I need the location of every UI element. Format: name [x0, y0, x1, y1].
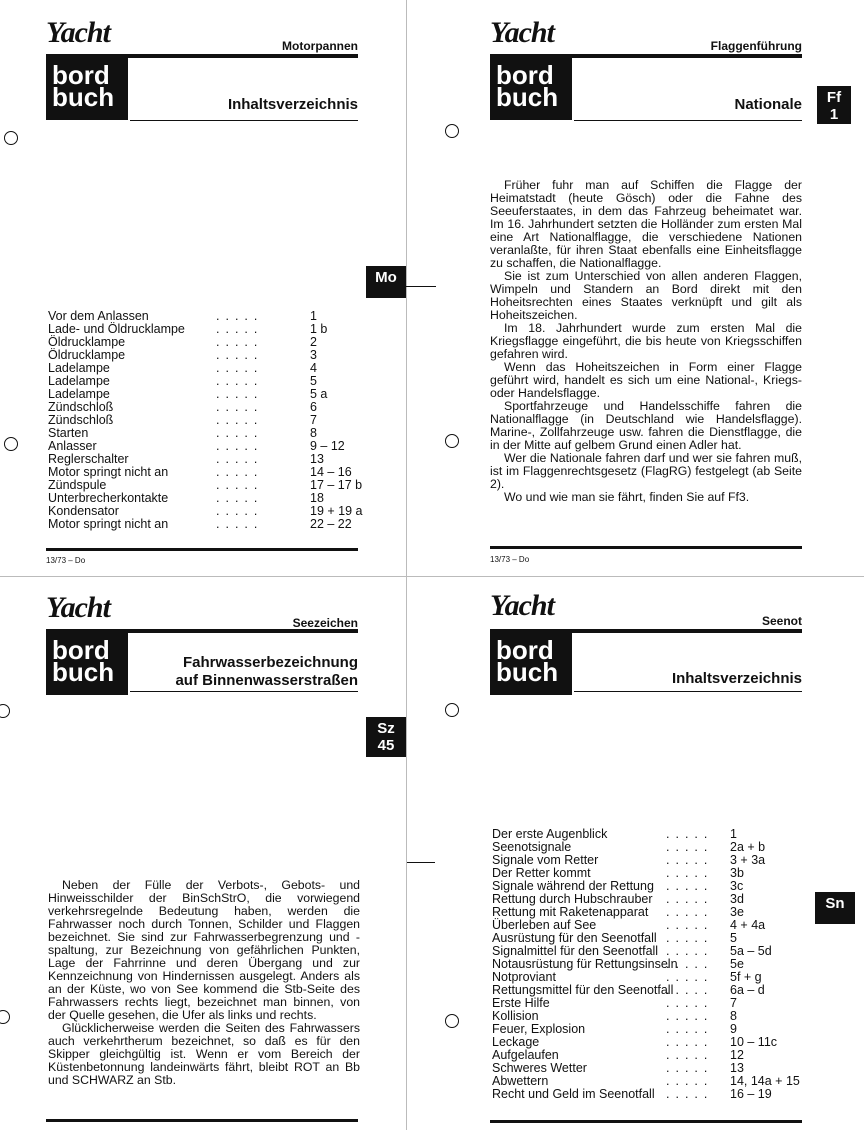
tab-code: Ff	[826, 89, 842, 106]
footer-rule	[490, 546, 802, 549]
yacht-logo: Yacht	[490, 589, 554, 622]
bordbuch-line2: buch	[496, 82, 559, 112]
toc-entry-label: Unterbrecherkontakte	[48, 491, 169, 505]
toc-entry-label: Ladelampe	[48, 361, 110, 375]
footer-code: 13/73 – Do	[46, 556, 86, 565]
punch-hole	[0, 704, 10, 718]
bordbuch-box	[46, 58, 128, 120]
bordbuch-box	[490, 58, 572, 120]
toc-entry-label: Zündschloß	[48, 413, 114, 427]
toc-entry-label: Signale vom Retter	[492, 853, 599, 867]
toc-entry-page: 3b	[730, 866, 744, 880]
yacht-logo: Yacht	[46, 16, 110, 49]
footer-rule	[46, 1119, 358, 1122]
register-tab	[817, 86, 851, 124]
heading-underline	[574, 691, 802, 692]
toc-entry-page: 5f + g	[730, 970, 762, 984]
paragraph: Wer die Nationale fahren darf und wer sie fahren muß, ist im Flaggenrechtsgesetz (FlagRG) festgelegt (ab Seite 2).	[490, 451, 802, 491]
punch-hole	[445, 703, 459, 717]
card-seezeichen	[0, 577, 406, 1130]
table-of-contents	[48, 310, 368, 531]
bordbuch-line1: bord	[496, 60, 554, 90]
toc-entry-label: Der Retter kommt	[492, 866, 591, 880]
toc-leader-dots: .....	[666, 944, 714, 958]
toc-entry-page: 7	[730, 996, 737, 1010]
page-heading-line1: Fahrwasserbezeichnung	[182, 654, 358, 671]
toc-leader-dots: .....	[216, 322, 264, 336]
tab-code: Mo	[375, 269, 397, 286]
toc-leader-dots: .....	[666, 840, 714, 854]
toc-entry-label: Signalmittel für den Seenotfall	[492, 944, 659, 958]
tab-number: 1	[829, 106, 839, 123]
paragraph: Früher fuhr man auf Schiffen die Flagge der Heimatstadt (heute Gösch) oder die Fahne des Seeuferstaates, in dem das Fahrzeug beheimatet war. Im 16. Jahrhundert setzten die Holländer zum ersten Mal eine Art Nationalflagge, die verschiedene Nationen veranlaßte, für ihren Staat ebenfalls eine Einheitsflagge zu schaffen, die Nationalflagge.	[490, 178, 802, 270]
toc-entry-page: 5	[310, 374, 317, 388]
bordbuch-line2: buch	[52, 657, 115, 687]
toc-entry-label: Motor springt nicht an	[48, 465, 169, 479]
register-tab	[366, 717, 406, 757]
toc-entry-page: 3 + 3a	[730, 853, 766, 867]
toc-entry-page: 5e	[730, 957, 744, 971]
toc-entry-label: Rettung mit Raketenapparat	[492, 905, 649, 919]
toc-leader-dots: .....	[216, 504, 264, 518]
toc-entry	[492, 1088, 812, 1101]
body-text	[490, 179, 802, 504]
topic-title: Motorpannen	[282, 39, 358, 53]
toc-leader-dots: .....	[666, 996, 714, 1010]
toc-entry-page: 6a – d	[730, 983, 765, 997]
toc-entry-page: 8	[310, 426, 317, 440]
toc-entry-label: Vor dem Anlassen	[48, 309, 149, 323]
toc-entry-label: Leckage	[492, 1035, 540, 1049]
toc-leader-dots: .....	[666, 918, 714, 932]
toc-entry-label: Ausrüstung für den Seenotfall	[492, 931, 657, 945]
toc-leader-dots: .....	[666, 905, 714, 919]
footer-code: 13/73 – Do	[490, 555, 530, 564]
toc-entry-label: Öldrucklampe	[48, 335, 126, 349]
toc-leader-dots: .....	[666, 970, 714, 984]
toc-entry-label: Zündschloß	[48, 400, 114, 414]
punch-hole	[445, 1014, 459, 1028]
toc-entry-page: 13	[730, 1061, 744, 1075]
footer-rule	[490, 1120, 802, 1123]
register-tab	[815, 892, 855, 924]
topic-title: Seenot	[761, 614, 802, 628]
paragraph: Glücklicherweise werden die Seiten des Fahrwassers auch verkehrtherum bezeichnet, so daß es für den Skipper gleichgültig ist. Wenn er vom Bereich der Küstenbetonnung landeinwärts fährt, bleibt ROT an Bb und SCHWARZ an Stb.	[48, 1021, 360, 1087]
bordbuch-line1: bord	[52, 635, 110, 665]
toc-entry-page: 22 – 22	[310, 517, 352, 531]
paragraph: Wo und wie man sie fährt, finden Sie auf Ff3.	[504, 490, 750, 504]
bordbuch-box	[46, 633, 128, 695]
tab-code: Sn	[825, 895, 845, 912]
toc-leader-dots: .....	[666, 1061, 714, 1075]
toc-entry	[492, 997, 812, 1010]
toc-leader-dots: .....	[666, 1048, 714, 1062]
bordbuch-line1: bord	[496, 635, 554, 665]
toc-entry-page: 5	[730, 931, 737, 945]
toc-leader-dots: .....	[216, 309, 264, 323]
paragraph: Im 18. Jahrhundert wurde zum ersten Mal die Kriegsflagge eingeführt, die bis heute von Kriegsschiffen gefahren wird.	[490, 321, 802, 361]
tab-line	[407, 862, 435, 863]
toc-entry-label: Kondensator	[48, 504, 119, 518]
toc-entry-label: Rettungsmittel für den Seenotfall	[492, 983, 674, 997]
heading-underline	[130, 691, 358, 692]
toc-leader-dots: .....	[216, 478, 264, 492]
toc-leader-dots: .....	[216, 439, 264, 453]
punch-hole	[0, 1010, 10, 1024]
toc-entry-label: Reglerschalter	[48, 452, 129, 466]
bordbuch-line1: bord	[52, 60, 110, 90]
toc-entry-label: Der erste Augenblick	[492, 827, 608, 841]
toc-leader-dots: .....	[666, 1009, 714, 1023]
toc-entry-page: 17 – 17 b	[310, 478, 363, 492]
toc-leader-dots: .....	[216, 387, 264, 401]
card-motorpannen	[0, 0, 406, 576]
toc-entry-page: 9 – 12	[310, 439, 345, 453]
toc-entry-label: Erste Hilfe	[492, 996, 550, 1010]
toc-leader-dots: .....	[666, 879, 714, 893]
toc-entry-page: 1	[730, 827, 737, 841]
punch-hole	[4, 131, 18, 145]
yacht-logo: Yacht	[490, 16, 554, 49]
tab-code: Sz	[377, 720, 395, 737]
toc-leader-dots: .....	[216, 452, 264, 466]
toc-leader-dots: .....	[216, 517, 264, 531]
toc-entry-label: Notausrüstung für Rettungsinseln	[492, 957, 678, 971]
yacht-logo: Yacht	[46, 591, 110, 624]
page-heading-line2: auf Binnenwasserstraßen	[175, 672, 358, 689]
toc-entry-label: Schweres Wetter	[492, 1061, 587, 1075]
toc-leader-dots: .....	[216, 426, 264, 440]
toc-entry-page: 6	[310, 400, 317, 414]
toc-leader-dots: .....	[666, 1074, 714, 1088]
toc-entry-page: 10 – 11c	[730, 1035, 778, 1049]
toc-entry-page: 2	[310, 335, 317, 349]
toc-leader-dots: .....	[666, 1022, 714, 1036]
toc-leader-dots: .....	[216, 465, 264, 479]
toc-leader-dots: .....	[666, 866, 714, 880]
toc-entry-page: 3e	[730, 905, 744, 919]
paragraph: Wenn das Hoheitszeichen in Form einer Flagge geführt wird, handelt es sich um eine National-, Kriegs- oder Handelsflagge.	[490, 360, 802, 400]
toc-entry-page: 4 + 4a	[730, 918, 766, 932]
paragraph: Sportfahrzeuge und Handelsschiffe fahren die Nationalflagge (in Deutschland wie Handelsflagge). Marine-, Zollfahrzeuge usw. fahren die Dienstflagge, die in der Mitte auf gelbem Grund einen Adler hat.	[490, 399, 802, 452]
toc-leader-dots: .....	[216, 361, 264, 375]
table-of-contents	[492, 828, 812, 1101]
bordbuch-box	[490, 633, 572, 695]
toc-entry-label: Anlasser	[48, 439, 97, 453]
bordbuch-line2: buch	[496, 657, 559, 687]
toc-entry-label: Überleben auf See	[492, 918, 597, 932]
toc-leader-dots: .....	[666, 892, 714, 906]
toc-leader-dots: .....	[666, 1087, 714, 1101]
toc-leader-dots: .....	[216, 413, 264, 427]
footer-rule	[46, 548, 358, 551]
topic-title: Flaggenführung	[710, 39, 802, 53]
toc-entry-label: Ladelampe	[48, 387, 110, 401]
toc-entry-page: 2a + b	[730, 840, 766, 854]
toc-leader-dots: .....	[216, 335, 264, 349]
toc-entry-label: Zündspule	[48, 478, 107, 492]
toc-entry-page: 5a – 5d	[730, 944, 772, 958]
page-heading: Inhaltsverzeichnis	[671, 670, 802, 687]
tab-number: 45	[377, 737, 395, 754]
toc-entry-label: Motor springt nicht an	[48, 517, 169, 531]
toc-entry-page: 16 – 19	[730, 1087, 772, 1101]
page-heading: Inhaltsverzeichnis	[227, 96, 358, 113]
toc-entry-label: Rettung durch Hubschrauber	[492, 892, 653, 906]
toc-entry-page: 7	[310, 413, 317, 427]
punch-hole	[445, 434, 459, 448]
toc-leader-dots: .....	[666, 983, 714, 997]
toc-leader-dots: .....	[666, 931, 714, 945]
toc-entry-page: 14, 14a + 15	[730, 1074, 800, 1088]
toc-entry-label: Notproviant	[492, 970, 556, 984]
toc-leader-dots: .....	[216, 400, 264, 414]
toc-entry-page: 19 + 19 a	[310, 504, 363, 518]
toc-leader-dots: .....	[216, 491, 264, 505]
toc-leader-dots: .....	[216, 348, 264, 362]
toc-entry-page: 12	[730, 1048, 744, 1062]
toc-entry-page: 8	[730, 1009, 737, 1023]
toc-entry-label: Kollision	[492, 1009, 539, 1023]
toc-entry-page: 3c	[730, 879, 744, 893]
toc-entry-page: 14 – 16	[310, 465, 352, 479]
topic-title: Seezeichen	[292, 616, 358, 630]
heading-underline	[574, 120, 802, 121]
toc-entry-label: Abwettern	[492, 1074, 549, 1088]
toc-entry-label: Signale während der Rettung	[492, 879, 654, 893]
toc-entry-page: 3	[310, 348, 317, 362]
toc-entry-page: 1 b	[310, 322, 328, 336]
toc-entry-page: 9	[730, 1022, 737, 1036]
toc-entry-page: 4	[310, 361, 317, 375]
toc-leader-dots: .....	[666, 957, 714, 971]
toc-entry-page: 1	[310, 309, 317, 323]
toc-entry	[48, 414, 368, 427]
toc-entry-label: Ladelampe	[48, 374, 110, 388]
toc-entry-label: Recht und Geld im Seenotfall	[492, 1087, 655, 1101]
paragraph: Sie ist zum Unterschied von allen anderen Flaggen, Wimpeln und Standern an Bord direkt mit den Hoheitsrechten eines Staates verknüpft und gilt als Hoheitszeichen.	[490, 269, 802, 322]
toc-entry-page: 18	[310, 491, 324, 505]
toc-leader-dots: .....	[666, 827, 714, 841]
card-seenot	[407, 577, 864, 1130]
body-text	[48, 879, 360, 1087]
toc-entry-label: Feuer, Explosion	[492, 1022, 586, 1036]
register-tab	[366, 266, 406, 298]
toc-entry-label: Seenotsignale	[492, 840, 572, 854]
toc-leader-dots: .....	[666, 1035, 714, 1049]
toc-entry-page: 3d	[730, 892, 744, 906]
toc-entry-label: Aufgelaufen	[492, 1048, 559, 1062]
punch-hole	[445, 124, 459, 138]
toc-entry-page: 13	[310, 452, 324, 466]
toc-entry-page: 5 a	[310, 387, 328, 401]
heading-underline	[130, 120, 358, 121]
bordbuch-line2: buch	[52, 82, 115, 112]
toc-entry-label: Lade- und Öldrucklampe	[48, 322, 185, 336]
toc-leader-dots: .....	[666, 853, 714, 867]
toc-entry-label: Starten	[48, 426, 89, 440]
page-heading: Nationale	[734, 96, 802, 113]
card-flaggenfuehrung	[407, 0, 864, 576]
punch-hole	[4, 437, 18, 451]
toc-leader-dots: .....	[216, 374, 264, 388]
toc-entry	[48, 518, 368, 531]
paragraph: Neben der Fülle der Verbots-, Gebots- und Hinweisschilder der BinSchStrO, die vorwiegend verkehrsregelnde Bedeutung haben, werden die Fahrwasser noch durch Tonnen, Schilder und Flaggen bezeichnet. Sie sind zur Fahrwasserbegrenzung und -spaltung, zur Bezeichnung von gefährlichen Punkten, Lage der Fahrrinne und deren Übergang und zur Kennzeichnung von Hindernissen ausgelegt. Anders als an der Küste, wo von See kommend die Stb-Seite des Fahrwassers rechts liegt, bezeichnet man binnen, von der Quelle gesehen, die Ufer als links und rechts.	[48, 878, 360, 1022]
toc-entry-label: Öldrucklampe	[48, 348, 126, 362]
